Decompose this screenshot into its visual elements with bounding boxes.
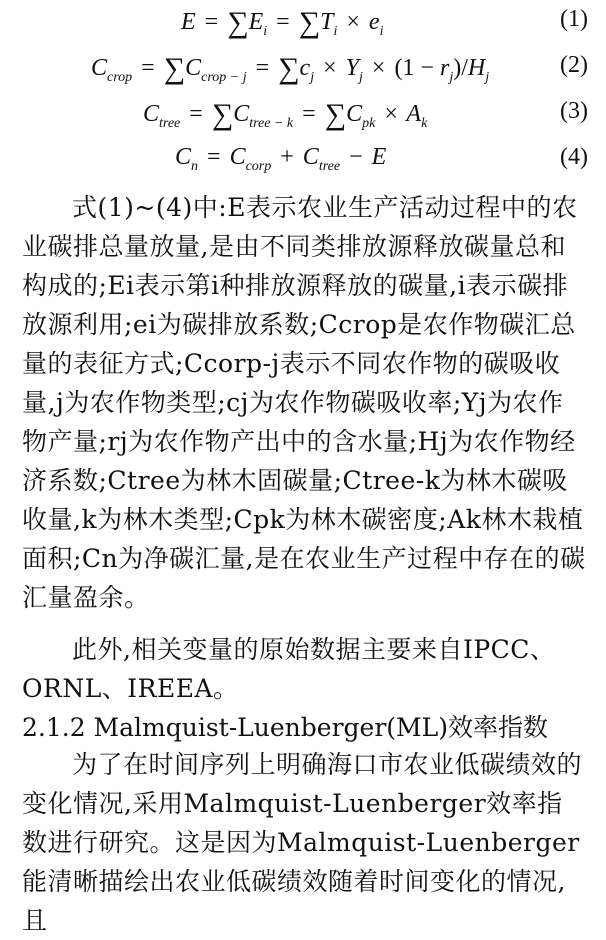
equation-2-body: $C_{crop} = \sum C_{crop - j} = \sum c_j \times Y_j \times (1 - r_j)/H_j$ xyxy=(91,52,490,85)
equation-number: (2) xyxy=(560,52,588,78)
section-heading: 2.1.2 Malmquist-Luenberger(ML)效率指数 xyxy=(22,713,548,742)
equation-number: (4) xyxy=(560,144,588,170)
ml-intro-paragraph: 为了在时间序列上明确海口市农业低碳绩效的变化情况,采用Malmquist-Luenberger效率指数进行研究。这是因为Malmquist-Luenberger能清晰描绘出农业低碳绩效随着时间变化的情况,且 xyxy=(22,750,583,935)
equation-3-body: $C_{tree} = \sum C_{tree - k} = \sum C_{pk} \times A_k$ xyxy=(143,98,428,131)
equation-number: (1) xyxy=(560,6,588,32)
equation-4 xyxy=(0,144,606,184)
equation-1 xyxy=(0,6,606,46)
definitions-paragraph: 式(1)~(4)中:E表示农业生产活动过程中的农业碳排总量放量,是由不同类排放源释放碳量总和构成的;Ei表示第i种排放源释放的碳量,i表示碳排放源利用;ei为碳排放系数;Ccrop是农作物碳汇总量的表征方式;Ccorp-j表示不同农作物的碳吸收量,j为农作物类型;cj为农作物碳吸收率;Yj为农作物产量;rj为农作物产出中的含水量;Hj为农作物经济系数;Ctree为林木固碳量;Ctree-k为林木碳吸收量,k为林木类型;Cpk为林木碳密度;Ak林木栽植面积;Cn为净碳汇量,是在农业生产过程中存在的碳汇量盈余。 xyxy=(22,193,586,612)
equation-3 xyxy=(0,98,606,138)
data-sources-paragraph: 此外,相关变量的原始数据主要来自IPCC、ORNL、IREEA。 xyxy=(22,635,556,703)
equation-2 xyxy=(0,52,606,92)
equation-4-body: $C_n = C_{corp} + C_{tree} - E$ xyxy=(175,144,387,174)
equation-1-body: $E = \sum E_i = \sum T_i \times e_i$ xyxy=(181,6,384,39)
equation-number: (3) xyxy=(560,98,588,124)
